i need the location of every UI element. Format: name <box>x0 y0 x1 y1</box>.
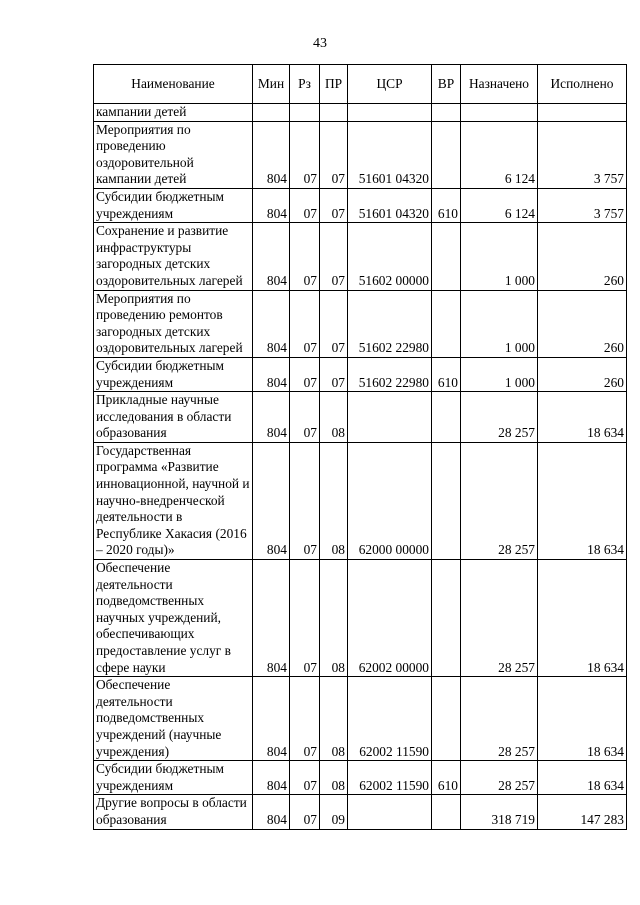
cell-planned: 28 257 <box>461 560 538 677</box>
table-row <box>94 560 627 677</box>
cell-rz: 07 <box>290 560 320 677</box>
cell-name: Мероприятия по проведению оздоровительной кампании детей <box>94 121 253 188</box>
cell-vr: 610 <box>432 188 461 222</box>
cell-rz: 07 <box>290 290 320 357</box>
cell-csr: 51602 00000 <box>348 223 432 290</box>
cell-vr <box>432 560 461 677</box>
cell-executed: 260 <box>538 290 627 357</box>
cell-csr: 51602 22980 <box>348 357 432 391</box>
cell-executed: 260 <box>538 357 627 391</box>
cell-vr: 610 <box>432 761 461 795</box>
cell-name: Мероприятия по проведению ремонтов загородных детских оздоровительных лагерей <box>94 290 253 357</box>
table-row <box>94 392 627 443</box>
cell-name: Обеспечение деятельности подведомственных учреждений (научные учреждения) <box>94 677 253 761</box>
table-row <box>94 795 627 829</box>
header-row <box>94 65 627 104</box>
cell-vr: 610 <box>432 357 461 391</box>
cell-min: 804 <box>253 560 290 677</box>
cell-executed: 18 634 <box>538 560 627 677</box>
cell-rz: 07 <box>290 442 320 559</box>
cell-pr <box>320 104 348 122</box>
cell-csr: 51601 04320 <box>348 188 432 222</box>
cell-name: Государственная программа «Развитие инновационной, научной и научно-внедренческой деятельности в Республике Хакасия (2016 – 2020 годы)» <box>94 442 253 559</box>
table-row <box>94 442 627 559</box>
cell-pr: 08 <box>320 560 348 677</box>
cell-name: Субсидии бюджетным учреждениям <box>94 188 253 222</box>
header-vr: ВР <box>432 65 461 104</box>
table-row <box>94 104 627 122</box>
cell-csr: 62002 00000 <box>348 560 432 677</box>
cell-csr <box>348 104 432 122</box>
page-number: 43 <box>313 36 327 51</box>
cell-pr: 08 <box>320 442 348 559</box>
cell-min <box>253 104 290 122</box>
cell-rz: 07 <box>290 677 320 761</box>
cell-csr <box>348 795 432 829</box>
cell-min: 804 <box>253 392 290 443</box>
header-min: Мин <box>253 65 290 104</box>
cell-pr: 07 <box>320 223 348 290</box>
cell-planned: 318 719 <box>461 795 538 829</box>
cell-name: кампании детей <box>94 104 253 122</box>
cell-pr: 08 <box>320 677 348 761</box>
cell-min: 804 <box>253 357 290 391</box>
cell-rz: 07 <box>290 761 320 795</box>
cell-executed: 3 757 <box>538 121 627 188</box>
cell-name: Субсидии бюджетным учреждениям <box>94 357 253 391</box>
header-planned: Назначено <box>461 65 538 104</box>
cell-planned: 28 257 <box>461 677 538 761</box>
cell-pr: 07 <box>320 357 348 391</box>
cell-pr: 08 <box>320 761 348 795</box>
cell-min: 804 <box>253 677 290 761</box>
header-pr: ПР <box>320 65 348 104</box>
cell-executed: 3 757 <box>538 188 627 222</box>
table-row <box>94 121 627 188</box>
cell-pr: 08 <box>320 392 348 443</box>
table-row <box>94 677 627 761</box>
cell-name: Обеспечение деятельности подведомственных научных учреждений, обеспечивающих предоставление услуг в сфере науки <box>94 560 253 677</box>
cell-csr: 62000 00000 <box>348 442 432 559</box>
cell-name: Сохранение и развитие инфраструктуры загородных детских оздоровительных лагерей <box>94 223 253 290</box>
table-row <box>94 188 627 222</box>
cell-min: 804 <box>253 188 290 222</box>
cell-csr: 62002 11590 <box>348 761 432 795</box>
cell-min: 804 <box>253 223 290 290</box>
cell-rz: 07 <box>290 392 320 443</box>
cell-planned: 28 257 <box>461 761 538 795</box>
cell-rz: 07 <box>290 795 320 829</box>
cell-name: Прикладные научные исследования в области образования <box>94 392 253 443</box>
table-row <box>94 761 627 795</box>
cell-planned: 28 257 <box>461 392 538 443</box>
cell-name: Субсидии бюджетным учреждениям <box>94 761 253 795</box>
cell-executed: 18 634 <box>538 442 627 559</box>
cell-vr <box>432 392 461 443</box>
cell-vr <box>432 442 461 559</box>
cell-vr <box>432 795 461 829</box>
cell-min: 804 <box>253 121 290 188</box>
cell-rz: 07 <box>290 357 320 391</box>
cell-executed <box>538 104 627 122</box>
table-row <box>94 357 627 391</box>
cell-min: 804 <box>253 442 290 559</box>
cell-executed: 260 <box>538 223 627 290</box>
cell-vr <box>432 223 461 290</box>
cell-pr: 09 <box>320 795 348 829</box>
cell-executed: 18 634 <box>538 761 627 795</box>
cell-planned: 6 124 <box>461 121 538 188</box>
cell-rz: 07 <box>290 223 320 290</box>
cell-executed: 18 634 <box>538 677 627 761</box>
cell-csr: 51602 22980 <box>348 290 432 357</box>
header-executed: Исполнено <box>538 65 627 104</box>
cell-rz: 07 <box>290 121 320 188</box>
cell-min: 804 <box>253 795 290 829</box>
cell-vr <box>432 104 461 122</box>
cell-rz <box>290 104 320 122</box>
cell-pr: 07 <box>320 121 348 188</box>
cell-executed: 18 634 <box>538 392 627 443</box>
cell-pr: 07 <box>320 290 348 357</box>
cell-planned: 1 000 <box>461 290 538 357</box>
cell-min: 804 <box>253 290 290 357</box>
header-name: Наименование <box>94 65 253 104</box>
cell-min: 804 <box>253 761 290 795</box>
cell-planned: 1 000 <box>461 357 538 391</box>
cell-csr: 62002 11590 <box>348 677 432 761</box>
cell-executed: 147 283 <box>538 795 627 829</box>
cell-name: Другие вопросы в области образования <box>94 795 253 829</box>
header-csr: ЦСР <box>348 65 432 104</box>
cell-planned: 28 257 <box>461 442 538 559</box>
cell-planned: 1 000 <box>461 223 538 290</box>
cell-vr <box>432 121 461 188</box>
cell-csr: 51601 04320 <box>348 121 432 188</box>
cell-vr <box>432 677 461 761</box>
cell-pr: 07 <box>320 188 348 222</box>
header-rz: Рз <box>290 65 320 104</box>
budget-table <box>93 64 627 830</box>
cell-planned <box>461 104 538 122</box>
cell-rz: 07 <box>290 188 320 222</box>
cell-csr <box>348 392 432 443</box>
table-row <box>94 223 627 290</box>
cell-vr <box>432 290 461 357</box>
cell-planned: 6 124 <box>461 188 538 222</box>
table-row <box>94 290 627 357</box>
